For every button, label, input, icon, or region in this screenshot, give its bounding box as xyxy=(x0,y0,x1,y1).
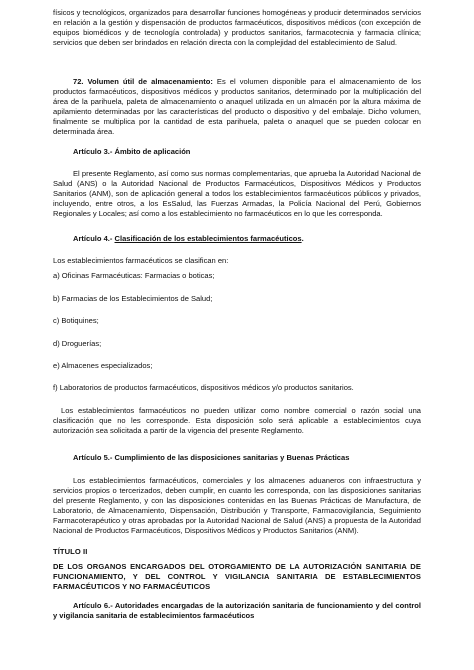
article-4-heading-suffix: . xyxy=(301,234,304,243)
definition-72-term: 72. Volumen útil de almacenamiento: xyxy=(73,77,213,86)
definition-72 xyxy=(53,77,421,138)
article-3-heading: Artículo 3.- Ámbito de aplicación xyxy=(73,147,191,156)
titulo-label: TÍTULO II xyxy=(53,547,88,556)
list-item-e: e) Almacenes especializados; xyxy=(53,361,153,370)
article-5-text: Los establecimientos farmacéuticos, comerciales y los almacenes aduaneros con infraestructura y servicios propios o tercerizados, deben cumplir, en cuanto les corresponda, con las disposiciones sanitarias del presente Reglamento, y con las disposiciones contenidas en las Buenas Prácticas de Manufactura, de Laboratorio, de Almacenamiento, Dispensación, Distribución y Transporte, Farmacovigilancia, Seguimiento Farmacoterapéutico y otras aprobadas por la Autoridad Nacional de Salud (ANS) a propuesta de la Autoridad Nacional de Productos Farmacéuticos, Dispositivos Médicos y Productos Sanitarios (ANM). xyxy=(53,476,421,536)
list-item-c: c) Botiquines; xyxy=(53,316,99,325)
article-4-intro: Los establecimientos farmacéuticos se clasifican en: xyxy=(53,256,229,265)
article-6-heading: Artículo 6.- Autoridades encargadas de la autorización sanitaria de funcionamiento y del control y vigilancia sanitaria de establecimientos farmacéuticos xyxy=(53,601,421,621)
article-4-heading-prefix: Artículo 4.- xyxy=(73,234,115,243)
list-item-a: a) Oficinas Farmacéuticas: Farmacias o boticas; xyxy=(53,271,215,280)
article-4-heading-underlined: Clasificación de los establecimientos farmacéuticos xyxy=(114,234,302,243)
article-4-heading xyxy=(53,234,421,244)
intro-paragraph: físicos y tecnológicos, organizados para desarrollar funciones homogéneas y producir determinados servicios en relación a la gestión y dispensación de productos farmacéuticos, dispositivos médicos (con excepción de equipos biomédicos y de tecnología controlada) y productos sanitarios, farmacotecnia y farmacia clínica; servicios que deben ser brindados en relación directa con la complejidad del establecimiento de Salud. xyxy=(53,8,421,48)
list-item-b: b) Farmacias de los Establecimientos de Salud; xyxy=(53,294,213,303)
article-3-text: El presente Reglamento, así como sus normas complementarias, que aprueba la Autoridad Nacional de Salud (ANS) o la Autoridad Nacional de Productos Farmacéuticos, Dispositivos Médicos y Productos Sanitarios (ANM), son de aplicación general a todos los establecimientos farmacéuticos públicos y privados, incluyendo, entre otros, a los EsSalud, las Fuerzas Armadas, la Policía Nacional del Perú, Gobiernos Regionales y Locales; así como a los establecimiento no farmacéuticos en lo que les corresponda. xyxy=(53,169,421,219)
article-4-closing: Los establecimientos farmacéuticos no pueden utilizar como nombre comercial o razón social una clasificación que no les corresponde. Esta disposición solo será aplicable a establecimientos cuya autorización sea solicitada a partir de la vigencia del presente Reglamento. xyxy=(53,406,421,436)
titulo-heading: DE LOS ORGANOS ENCARGADOS DEL OTORGAMIENTO DE LA AUTORIZACIÓN SANITARIA DE FUNCIONAMIENTO, Y DEL CONTROL Y VIGILANCIA SANITARIA DE ESTABLECIMIENTOS FARMACÉUTICOS Y NO FARMACÉUTICOS xyxy=(53,562,421,592)
article-5-heading: Artículo 5.- Cumplimiento de las disposiciones sanitarias y Buenas Prácticas xyxy=(73,453,350,462)
list-item-d: d) Droguerías; xyxy=(53,339,102,348)
list-item-f: f) Laboratorios de productos farmacéuticos, dispositivos médicos y/o productos sanitarios. xyxy=(53,383,354,392)
definition-72-text: Es el volumen disponible para el almacenamiento de los productos farmacéuticos, dispositivos médicos y productos sanitarios, determinado por la multiplicación del área de la parihuela, paleta de almacenamiento o anaquel utilizada en un almacén por la altura máxima de apilamiento determinadas por las características del producto o dispositivo y del embalaje. Dicho volumen, finalmente se multiplica por la cantidad de esta parihuela, paleta o anaquel que se pueden colocar en determinada área. xyxy=(53,77,422,137)
